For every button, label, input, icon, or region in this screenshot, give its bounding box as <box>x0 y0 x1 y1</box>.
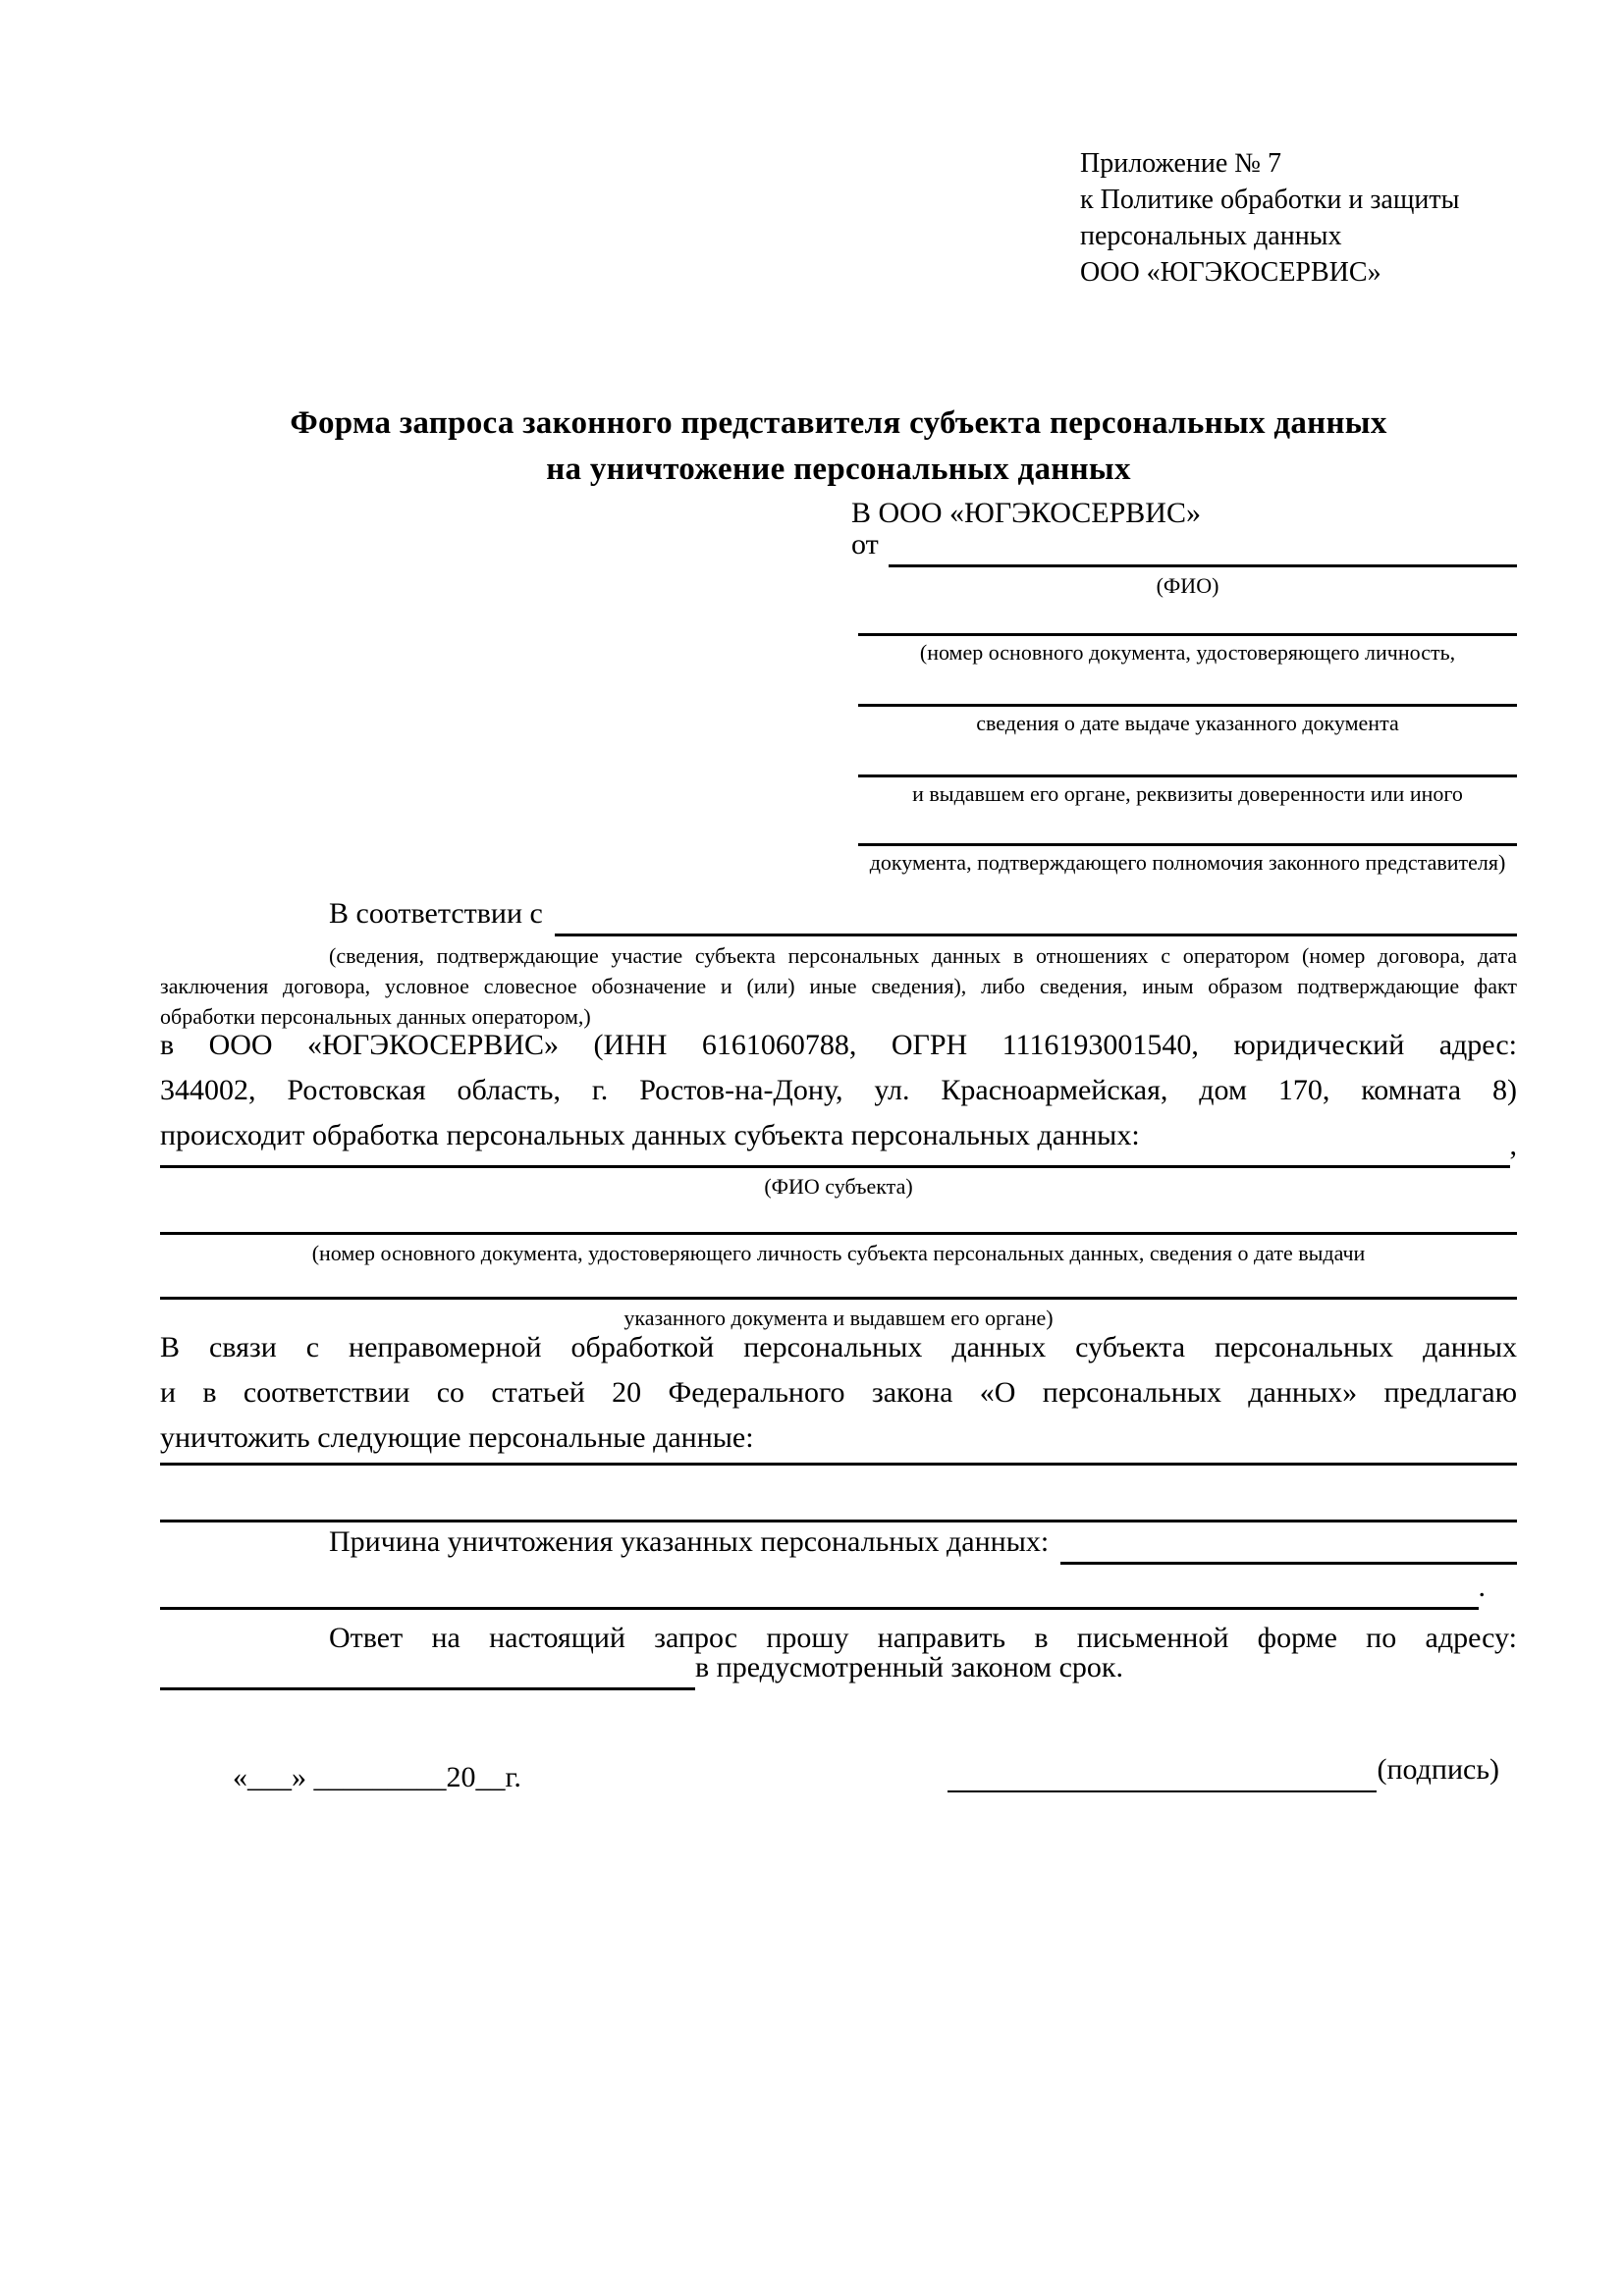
address-blank-line <box>160 1655 695 1690</box>
reply-suffix: в предусмотренный законом срок. <box>695 1651 1123 1683</box>
request-paragraph-line: и в соответствии со статьей 20 Федерального закона «О персональных данных» предлагаю <box>160 1376 1517 1409</box>
representative-fio-caption: (ФИО) <box>1156 573 1219 598</box>
from-label: от <box>851 528 879 561</box>
trailing-comma: , <box>1509 1129 1517 1161</box>
accordance-lead: В соответствии с <box>329 897 543 930</box>
representative-doc-caption: и выдавшем его органе, реквизиты доверенности или иного <box>912 781 1463 806</box>
appendix-line: персональных данных <box>1080 221 1342 251</box>
accordance-row <box>160 897 1517 936</box>
subject-fio-caption: (ФИО субъекта) <box>764 1174 913 1199</box>
representative-doc-blank-line <box>858 843 1517 846</box>
operator-paragraph-line: происходит обработка персональных данных субъекта персональных данных: <box>160 1119 1140 1151</box>
accordance-note <box>160 940 1517 1032</box>
operator-paragraph-line: 344002, Ростовская область, г. Ростов-на-Дону, ул. Красноармейская, дом 170, комната 8) <box>160 1074 1517 1106</box>
subject-fio-row <box>160 1129 1517 1168</box>
form-title <box>160 400 1517 493</box>
accordance-note-line: (сведения, подтверждающие участие субъекта персональных данных в отношениях с оператором (номер договора, дата <box>329 943 1517 968</box>
operator-paragraph-line: в ООО «ЮГЭКОСЕРВИС» (ИНН 6161060788, ОГРН 1116193001540, юридический адрес: <box>160 1029 1517 1061</box>
signature-blank-line <box>947 1753 1377 1792</box>
request-paragraph-line: В связи с неправомерной обработкой персональных данных субъекта персональных данных <box>160 1331 1517 1363</box>
representative-fio-blank-line <box>889 528 1517 567</box>
date-placeholder: «___» _________20__г. <box>233 1761 521 1793</box>
reason-blank-line <box>160 1573 1479 1610</box>
subject-doc-blank-line <box>160 1232 1517 1235</box>
reason-label: Причина уничтожения указанных персональных данных: <box>329 1525 1050 1558</box>
representative-doc-blank-line <box>858 704 1517 707</box>
representative-doc-blank-line <box>858 774 1517 777</box>
reply-line-1: Ответ на настоящий запрос прошу направить в письменной форме по адресу: <box>329 1622 1517 1654</box>
reason-row <box>160 1527 1517 1565</box>
representative-doc-caption: документа, подтверждающего полномочия законного представителя) <box>869 850 1506 875</box>
signature-row <box>947 1753 1499 1792</box>
representative-doc-caption: (номер основного документа, удостоверяющего личность, <box>919 640 1456 665</box>
sentence-period: . <box>1478 1571 1486 1603</box>
representative-doc-caption: сведения о дате выдаче указанного документа <box>976 711 1399 735</box>
request-paragraph <box>160 1325 1517 1461</box>
reason-blank-line <box>1060 1527 1517 1565</box>
appendix-line: Приложение № 7 <box>1080 148 1281 179</box>
subject-doc-blank-line <box>160 1297 1517 1300</box>
accordance-note-line: обработки персональных данных оператором,) <box>160 1004 591 1029</box>
appendix-note <box>1080 145 1551 291</box>
reason-continuation-row <box>160 1573 1486 1610</box>
representative-doc-blank-line <box>858 633 1517 636</box>
accordance-blank-line <box>555 897 1517 936</box>
subject-fio-blank-line <box>160 1129 1510 1168</box>
subject-doc-caption: указанного документа и выдавшем его органе) <box>623 1306 1054 1330</box>
data-blank-line <box>160 1463 1517 1466</box>
accordance-note-line: заключения договора, условное словесное обозначение и (или) иные сведения), либо сведения, иным образом подтверждающие факт <box>160 974 1517 998</box>
form-title-line-2: на уничтожение персональных данных <box>546 452 1131 487</box>
subject-doc-caption: (номер основного документа, удостоверяющего личность субъекта персональных данных, сведения о дате выдачи <box>311 1241 1366 1265</box>
signature-caption: (подпись) <box>1377 1753 1499 1786</box>
reply-row <box>160 1651 1517 1690</box>
appendix-line: ООО «ЮГЭКОСЕРВИС» <box>1080 257 1381 288</box>
form-title-line-1: Форма запроса законного представителя субъекта персональных данных <box>290 405 1387 441</box>
request-paragraph-line: уничтожить следующие персональные данные: <box>160 1421 754 1454</box>
addressee-org: В ООО «ЮГЭКОСЕРВИС» <box>851 497 1201 529</box>
from-row <box>851 528 1517 567</box>
appendix-line: к Политике обработки и защиты <box>1080 185 1460 215</box>
